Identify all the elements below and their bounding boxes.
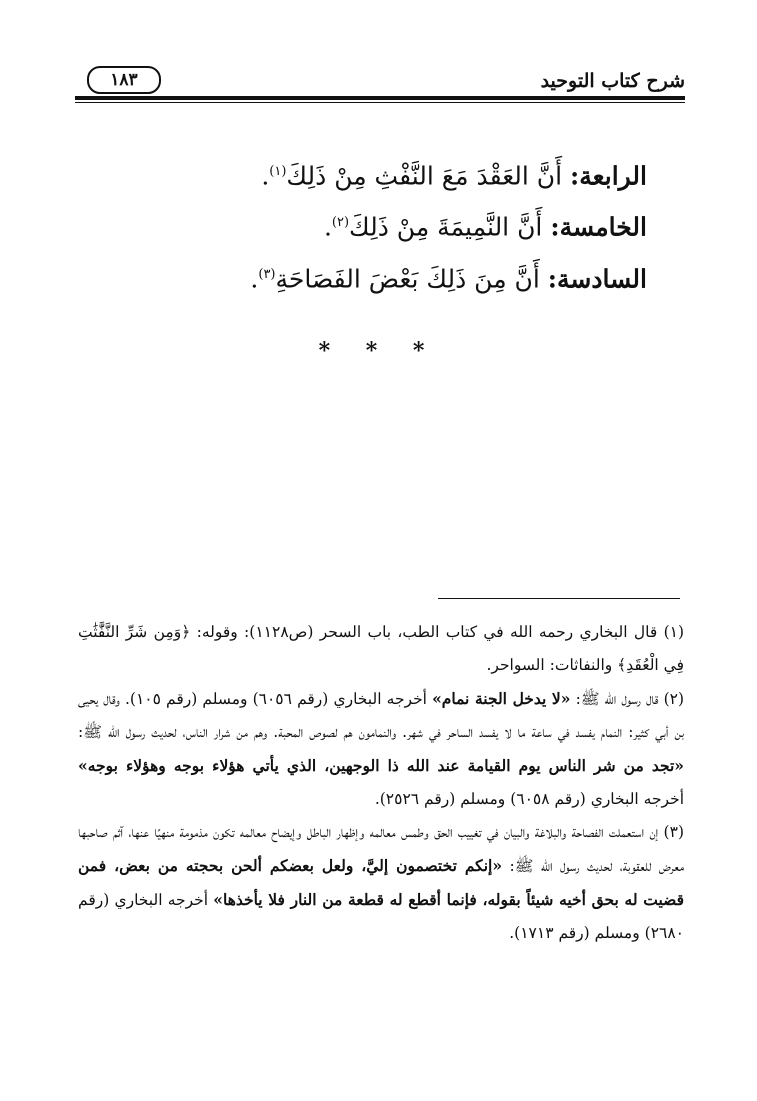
point-label: الرابعة: — [570, 161, 647, 191]
point-end: . — [323, 212, 332, 242]
page-header — [75, 62, 685, 98]
footnote-ref: (٢) — [331, 215, 350, 231]
point-end: . — [250, 263, 259, 293]
footnote-ref: (٣) — [258, 266, 276, 282]
main-points — [127, 148, 647, 302]
point-sixth — [127, 251, 647, 302]
point-label: السادسة: — [547, 263, 647, 293]
footnote-divider — [438, 598, 680, 599]
footnote-text: قال رسول الله ﷺ: — [575, 690, 659, 708]
point-fifth — [127, 199, 647, 250]
point-text: أَنَّ العَقْدَ مَعَ النَّفْثِ مِنْ ذَلِكَ — [286, 161, 563, 191]
section-separator: * * * — [318, 338, 439, 364]
footnote-number: (٢) — [663, 690, 685, 708]
point-text: أَنَّ مِنَ ذَلِكَ بَعْضَ الفَصَاحَةِ — [275, 263, 540, 293]
footnote-2 — [78, 682, 684, 816]
page-number: ١٨٣ — [87, 66, 161, 94]
point-fourth — [127, 148, 647, 199]
footnote-text: قال البخاري رحمه الله في كتاب الطب، باب السحر (ص١١٢٨): وقوله: ﴿وَمِن شَرِّ النَّفَّٰثَٰتِ فِي الْعُقَدِ﴾ والنفاثات: السواحر. — [78, 623, 684, 674]
header-rule-thin — [75, 102, 685, 103]
hadith-quote: «إنكم تختصمون إليَّ، ولعل بعضكم ألحن بحجته من بعض، فمن قضيت له بحق أخيه شيئاً بقوله، فإنما أقطع له قطعة من النار فلا يأخذها» — [78, 856, 684, 909]
hadith-quote: «تجد من شر الناس يوم القيامة عند الله ذا الوجهين، الذي يأتي هؤلاء بوجه وهؤلاء بوجه» — [78, 756, 684, 775]
hadith-quote: «لا يدخل الجنة نمام» — [432, 689, 571, 708]
running-title: شرح كتاب التوحيد — [540, 70, 685, 92]
footnote-text: أخرجه البخاري (رقم ٢٦٨٠) ومسلم (رقم ١٧١٣). — [78, 891, 684, 942]
footnote-number: (٣) — [663, 823, 684, 841]
footnote-text: إن استعملت الفصاحة والبلاغة والبيان في تغييب الحق وطمس معالمه وإظهار الباطل وإيضاح معالمه تكون مذمومة منهيًا عنها، آثم صاحبها معرض للعقوبة، لحديث رسول الله ﷺ: — [78, 823, 684, 875]
footnote-text: أخرجه البخاري (رقم ٦٠٥٦) ومسلم (رقم ١٠٥). وقال يحيى بن أبي كثير: النمام يفسد في ساعة ما لا يفسد الساحر في شهر. والنمامون هم لصوص المحبة. وهم من شرار الناس، لحديث رسول الله ﷺ: — [78, 690, 684, 741]
footnote-text: أخرجه البخاري (رقم ٦٠٥٨) ومسلم (رقم ٢٥٢٦). — [374, 790, 684, 808]
footnotes — [78, 616, 684, 950]
footnote-ref: (١) — [269, 164, 287, 179]
point-end: . — [261, 161, 270, 191]
point-label: الخامسة: — [550, 212, 647, 242]
footnote-number: (١) — [663, 623, 685, 641]
point-text: أَنَّ النَّمِيمَةَ مِنْ ذَلِكَ — [349, 212, 543, 242]
header-rule-thick — [75, 96, 685, 100]
footnote-1 — [78, 616, 684, 682]
footnote-3 — [78, 816, 684, 950]
